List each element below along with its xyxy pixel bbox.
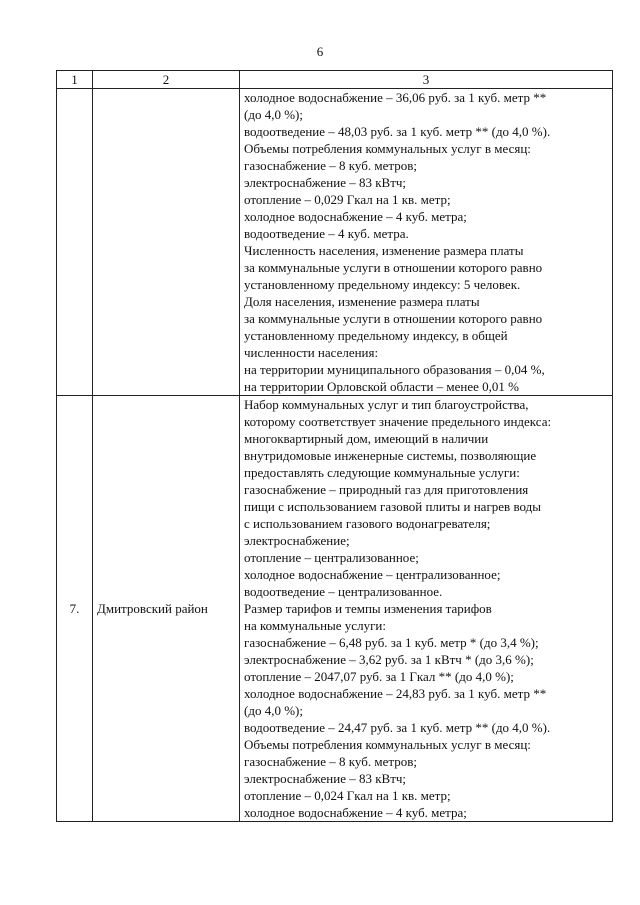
description-line: холодное водоснабжение – централизованное;: [244, 567, 501, 582]
description-line: на территории муниципального образования – 0,04 %,: [244, 362, 545, 377]
description-cell: [240, 396, 613, 822]
description-line: установленному предельному индексу, в общей: [244, 328, 508, 343]
table-row: [57, 89, 613, 396]
description-line: многоквартирный дом, имеющий в наличии: [244, 431, 489, 446]
row-number-cell: 7.: [57, 396, 93, 822]
description-line: газоснабжение – природный газ для приготовления: [244, 482, 529, 497]
description-line: Объемы потребления коммунальных услуг в месяц:: [244, 141, 531, 156]
description-line: электроснабжение;: [244, 533, 350, 548]
description-line: численности населения:: [244, 345, 379, 360]
description-line: отопление – 0,029 Гкал на 1 кв. метр;: [244, 192, 451, 207]
description-line: (до 4,0 %);: [244, 107, 303, 122]
description-line: отопление – 0,024 Гкал на 1 кв. метр;: [244, 788, 451, 803]
header-cell-3: 3: [240, 71, 613, 89]
row-number-cell: [57, 89, 93, 396]
description-line: отопление – централизованное;: [244, 550, 419, 565]
description-line: электроснабжение – 83 кВтч;: [244, 175, 407, 190]
description-line: водоотведение – 4 куб. метра.: [244, 226, 409, 241]
description-line: отопление – 2047,07 руб. за 1 Гкал ** (до 4,0 %);: [244, 669, 514, 684]
description-line: холодное водоснабжение – 4 куб. метра;: [244, 209, 467, 224]
table-body: [57, 71, 613, 822]
description-line: Численность населения, изменение размера платы: [244, 243, 524, 258]
description-line: Размер тарифов и темпы изменения тарифов: [244, 601, 492, 616]
header-row: [57, 71, 613, 89]
description-line: предоставлять следующие коммунальные услуги:: [244, 465, 520, 480]
description-line: за коммунальные услуги в отношении которого равно: [244, 260, 543, 275]
description-line: водоотведение – 48,03 руб. за 1 куб. метр ** (до 4,0 %).: [244, 124, 551, 139]
description-line: газоснабжение – 8 куб. метров;: [244, 158, 417, 173]
description-line: электроснабжение – 83 кВтч;: [244, 771, 407, 786]
description-line: газоснабжение – 8 куб. метров;: [244, 754, 417, 769]
header-cell-2: 2: [93, 71, 240, 89]
district-name-cell: Дмитровский район: [93, 396, 240, 822]
description-line: Набор коммунальных услуг и тип благоустройства,: [244, 397, 529, 412]
header-cell-1: 1: [57, 71, 93, 89]
description-line: которому соответствует значение предельного индекса:: [244, 414, 552, 429]
description-line: (до 4,0 %);: [244, 703, 303, 718]
district-name-cell: [93, 89, 240, 396]
description-line: на коммунальные услуги:: [244, 618, 386, 633]
description-line: установленному предельному индексу: 5 человек.: [244, 277, 521, 292]
description-line: на территории Орловской области – менее 0,01 %: [244, 379, 519, 394]
description-line: внутридомовые инженерные системы, позволяющие: [244, 448, 537, 463]
description-line: электроснабжение – 3,62 руб. за 1 кВтч * (до 3,6 %);: [244, 652, 534, 667]
description-cell: [240, 89, 613, 396]
description-line: водоотведение – 24,47 руб. за 1 куб. метр ** (до 4,0 %).: [244, 720, 551, 735]
page-number: 6: [316, 44, 324, 59]
description-line: холодное водоснабжение – 4 куб. метра;: [244, 805, 467, 820]
description-line: пищи с использованием газовой плиты и нагрев воды: [244, 499, 541, 514]
description-line: Доля населения, изменение размера платы: [244, 294, 480, 309]
description-line: Объемы потребления коммунальных услуг в месяц:: [244, 737, 531, 752]
description-line: холодное водоснабжение – 36,06 руб. за 1 куб. метр **: [244, 90, 547, 105]
description-line: за коммунальные услуги в отношении которого равно: [244, 311, 543, 326]
description-line: газоснабжение – 6,48 руб. за 1 куб. метр * (до 3,4 %);: [244, 635, 539, 650]
description-line: с использованием газового водонагревателя;: [244, 516, 491, 531]
description-line: водоотведение – централизованное.: [244, 584, 443, 599]
description-line: холодное водоснабжение – 24,83 руб. за 1 куб. метр **: [244, 686, 547, 701]
table-row: [57, 396, 613, 822]
tariff-table: [56, 70, 613, 822]
